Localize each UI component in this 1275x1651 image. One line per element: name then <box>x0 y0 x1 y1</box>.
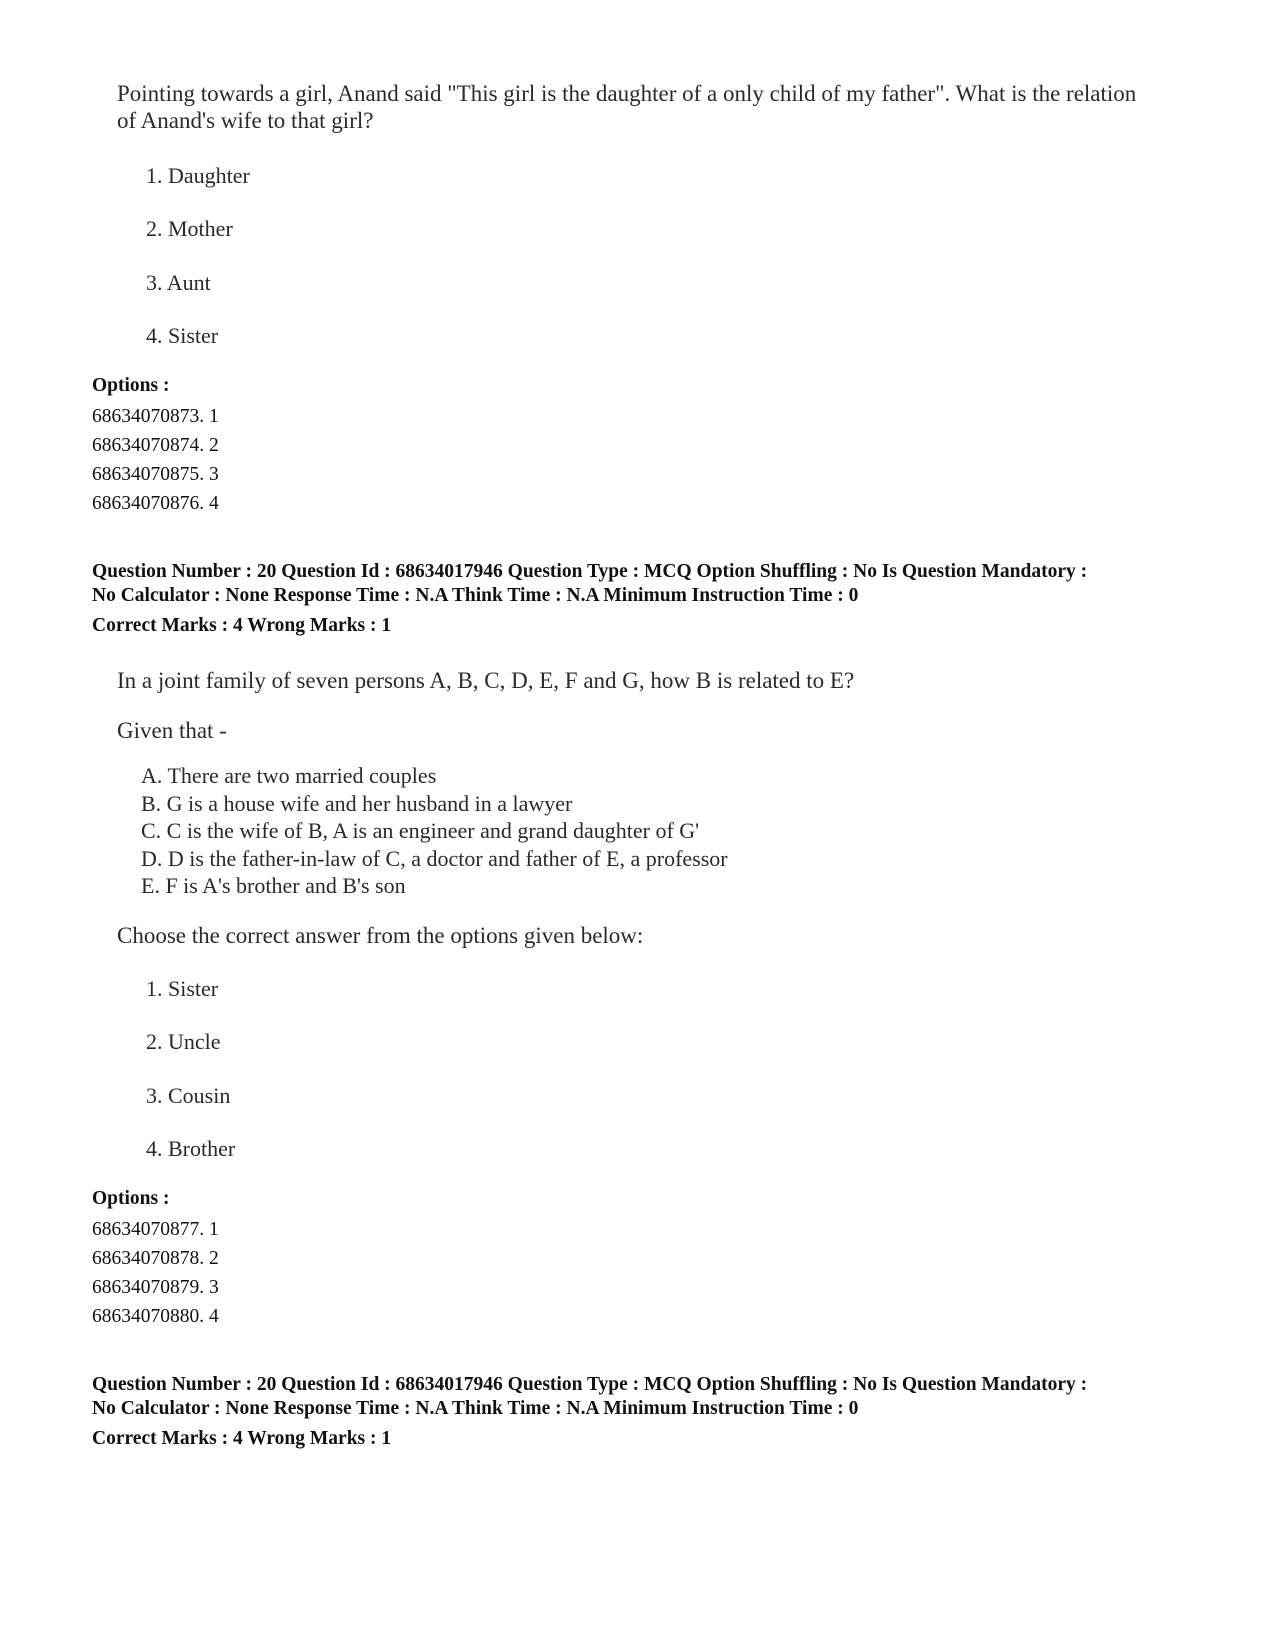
statement-item: B. G is a house wife and her husband in a lawyer <box>141 790 573 816</box>
question-meta <box>92 1373 1087 1421</box>
question-stem: In a joint family of seven persons A, B, C, D, E, F and G, how B is related to E? <box>117 668 855 693</box>
answer-choice: 2. Uncle <box>146 1029 221 1054</box>
question-stem-line: Pointing towards a girl, Anand said "This girl is the daughter of a only child of my father". What is the relation <box>117 81 1137 106</box>
options-label: Options : <box>92 375 170 396</box>
question-meta-line: Question Number : 20 Question Id : 68634017946 Question Type : MCQ Option Shuffling : No Is Question Mandatory : <box>92 561 1088 582</box>
statement-list <box>141 762 728 900</box>
answer-choice: 4. Brother <box>146 1136 236 1161</box>
answer-choice: 3. Cousin <box>146 1083 231 1108</box>
marks-info: Correct Marks : 4 Wrong Marks : 1 <box>92 615 392 636</box>
statement-item: D. D is the father-in-law of C, a doctor and father of E, a professor <box>141 845 728 871</box>
option-id: 68634070877. 1 <box>92 1219 219 1240</box>
question-stem-line: of Anand's wife to that girl? <box>117 108 374 133</box>
question-meta-line: No Calculator : None Response Time : N.A Think Time : N.A Minimum Instruction Time : 0 <box>92 585 859 606</box>
question-meta <box>92 560 1087 608</box>
answer-choice: 4. Sister <box>146 323 219 348</box>
answer-choice: 1. Daughter <box>146 163 250 188</box>
answer-choice: 1. Sister <box>146 976 219 1001</box>
option-id: 68634070878. 2 <box>92 1248 219 1269</box>
option-id: 68634070873. 1 <box>92 406 219 427</box>
statement-item: C. C is the wife of B, A is an engineer and grand daughter of G' <box>141 818 700 843</box>
option-id-list <box>92 402 219 518</box>
option-id: 68634070875. 3 <box>92 464 219 485</box>
question-meta-line: No Calculator : None Response Time : N.A Think Time : N.A Minimum Instruction Time : 0 <box>92 1398 859 1419</box>
option-id: 68634070876. 4 <box>92 493 219 514</box>
option-id: 68634070879. 3 <box>92 1277 219 1298</box>
question-meta-line: Question Number : 20 Question Id : 68634017946 Question Type : MCQ Option Shuffling : No Is Question Mandatory : <box>92 1374 1088 1395</box>
option-id-list <box>92 1215 219 1331</box>
option-id: 68634070874. 2 <box>92 435 219 456</box>
statement-item: E. F is A's brother and B's son <box>141 873 406 898</box>
answer-choice: 3. Aunt <box>146 270 211 295</box>
instruction-text: Choose the correct answer from the options given below: <box>117 923 644 948</box>
given-label: Given that - <box>117 718 227 743</box>
options-label: Options : <box>92 1188 170 1209</box>
statement-item: A. There are two married couples <box>141 763 437 788</box>
answer-choice: 2. Mother <box>146 216 233 241</box>
option-id: 68634070880. 4 <box>92 1306 219 1327</box>
marks-info: Correct Marks : 4 Wrong Marks : 1 <box>92 1428 392 1449</box>
